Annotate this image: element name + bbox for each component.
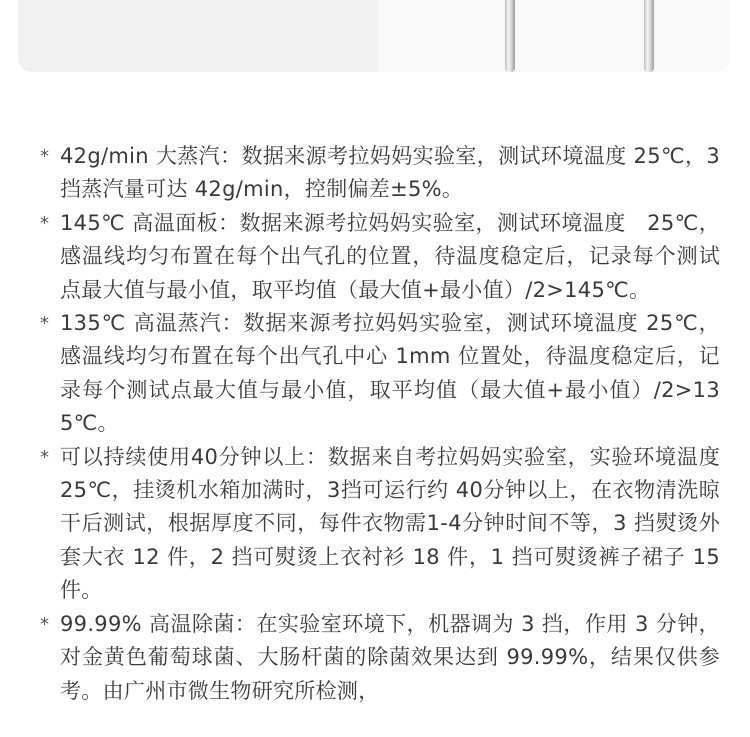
footnote-text: 99.99% 高温除菌：在实验室环境下，机器调为 3 挡，作用 3 分钟，对金黄色葡萄球菌、大肠杆菌的除菌效果达到 99.99%，结果仅供参考。由广州市微生物研究所检测，	[60, 611, 720, 703]
footnote-asterisk: *	[40, 313, 50, 335]
footnotes-list	[40, 140, 720, 708]
footnote-text: 145℃ 高温面板：数据来源考拉妈妈实验室，测试环境温度 25℃，感温线均匀布置在每个出气孔的位置，待温度稳定后，记录每个测试点最大值与最小值，取平均值（最大值+最小值）/2>145℃。	[60, 210, 720, 302]
footnote-asterisk: *	[40, 212, 50, 234]
footnote-steam-temperature	[40, 307, 720, 441]
steamer-pole-right	[644, 0, 654, 72]
footnote-runtime	[40, 441, 720, 608]
product-image-strip	[18, 0, 730, 72]
footnote-text: 42g/min 大蒸汽：数据来源考拉妈妈实验室，测试环境温度 25℃，3 挡蒸汽量可达 42g/min，控制偏差±5%。	[60, 144, 720, 202]
footnote-text: 可以持续使用40分钟以上：数据来自考拉妈妈实验室，实验环境温度 25℃，挂烫机水箱加满时，3挡可运行约 40分钟以上，在衣物清洗晾干后测试，根据厚度不同，每件衣物需1-4分钟时间不等，3 挡熨烫外套大衣 12 件，2 挡可熨烫上衣衬衫 18 件，1 挡可熨烫裤子裙子 15 件。	[60, 444, 720, 603]
footnote-asterisk: *	[40, 446, 50, 468]
steamer-pole-left	[505, 0, 515, 72]
footnote-asterisk: *	[40, 146, 50, 167]
footnote-panel-temperature	[40, 207, 720, 307]
footnote-steam-rate	[40, 140, 720, 207]
footnote-sterilization	[40, 608, 720, 708]
footnote-asterisk: *	[40, 613, 50, 635]
footnote-text: 135℃ 高温蒸汽：数据来源考拉妈妈实验室，测试环境温度 25℃，感温线均匀布置在每个出气孔中心 1mm 位置处，待温度稳定后，记录每个测试点最大值与最小值，取平均值（最大值+最小值）/2>135℃。	[60, 311, 720, 436]
product-image-light-area	[378, 0, 730, 72]
